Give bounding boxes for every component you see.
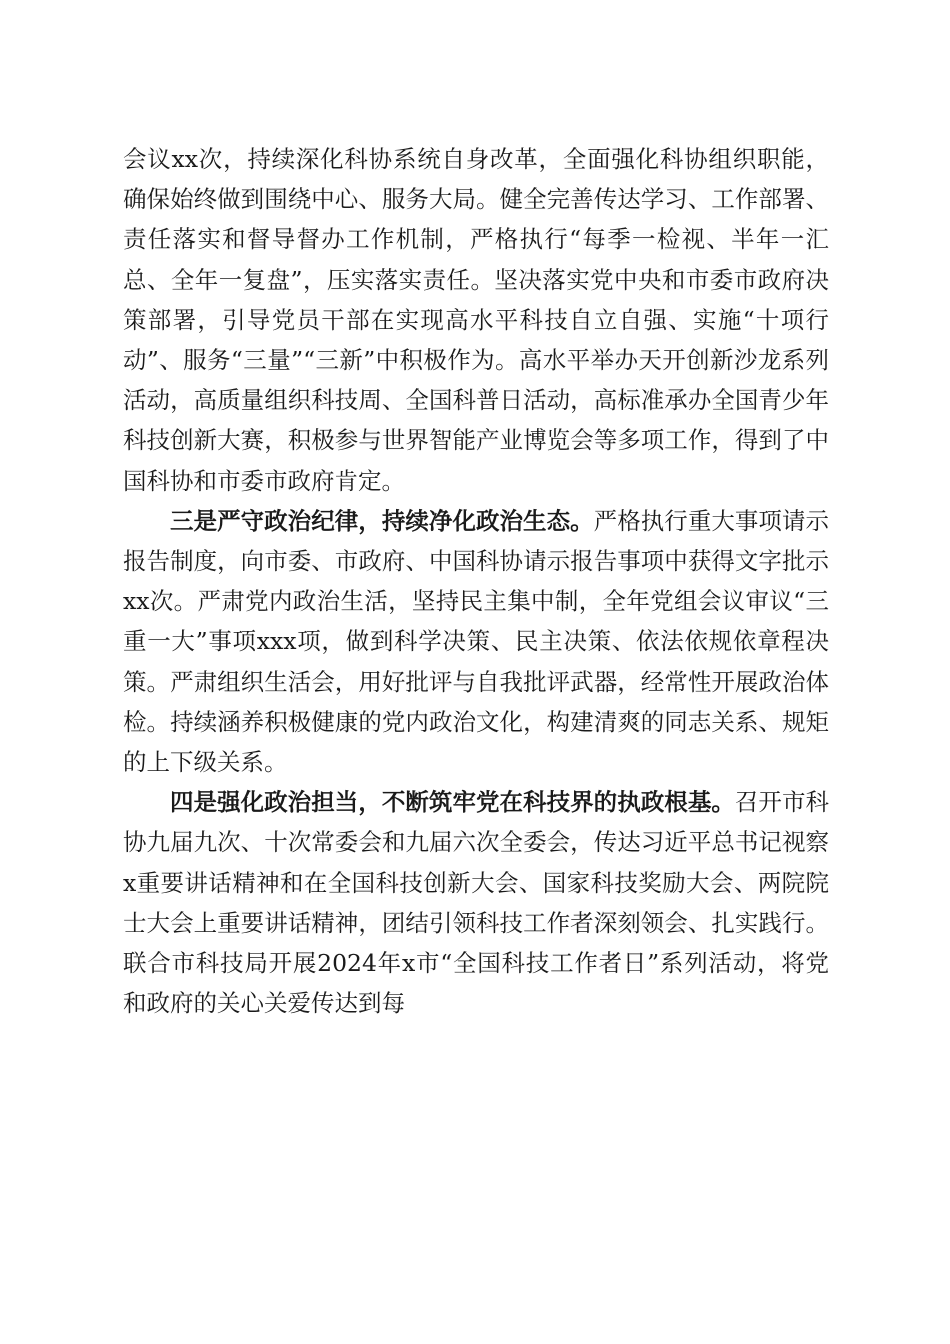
paragraph-continued: [123, 139, 829, 501]
paragraph-heading: 四是强化政治担当，不断筑牢党在科技界的执政根基。: [170, 788, 735, 817]
paragraph-heading: 三是严守政治纪律，持续净化政治生态。: [170, 506, 594, 535]
document-body: [123, 139, 829, 1023]
paragraph-point-four: [123, 782, 829, 1023]
paragraph-text: 严格执行重大事项请示报告制度，向市委、市政府、中国科协请示报告事项中获得文字批示xx次。严肃党内政治生活，坚持民主集中制，全年党组会议审议“三重一大”事项xxx项，做到科学决策、民主决策、依法依规依章程决策。严肃组织生活会，用好批评与自我批评武器，经常性开展政治体检。持续涵养积极健康的党内政治文化，构建清爽的同志关系、规矩的上下级关系。: [123, 506, 830, 777]
paragraph-text: 会议xx次，持续深化科协系统自身改革，全面强化科协组织职能，确保始终做到围绕中心、服务大局。健全完善传达学习、工作部署、责任落实和督导督办工作机制，严格执行“每季一检视、半年一汇总、全年一复盘”，压实落实责任。坚决落实党中央和市委市政府决策部署，引导党员干部在实现高水平科技自立自强、实施“十项行动”、服务“三量”“三新”中积极作为。高水平举办天开创新沙龙系列活动，高质量组织科技周、全国科普日活动，高标准承办全国青少年科技创新大赛，积极参与世界智能产业博览会等多项工作，得到了中国科协和市委市政府肯定。: [123, 145, 829, 495]
paragraph-point-three: [123, 501, 829, 782]
paragraph-text: 召开市科协九届九次、十次常委会和九届六次全委会，传达习近平总书记视察x重要讲话精神和在全国科技创新大会、国家科技奖励大会、两院院士大会上重要讲话精神，团结引领科技工作者深刻领会、扎实践行。联合市科技局开展2024年x市“全国科技工作者日”系列活动，将党和政府的关心关爱传达到每: [123, 788, 830, 1018]
